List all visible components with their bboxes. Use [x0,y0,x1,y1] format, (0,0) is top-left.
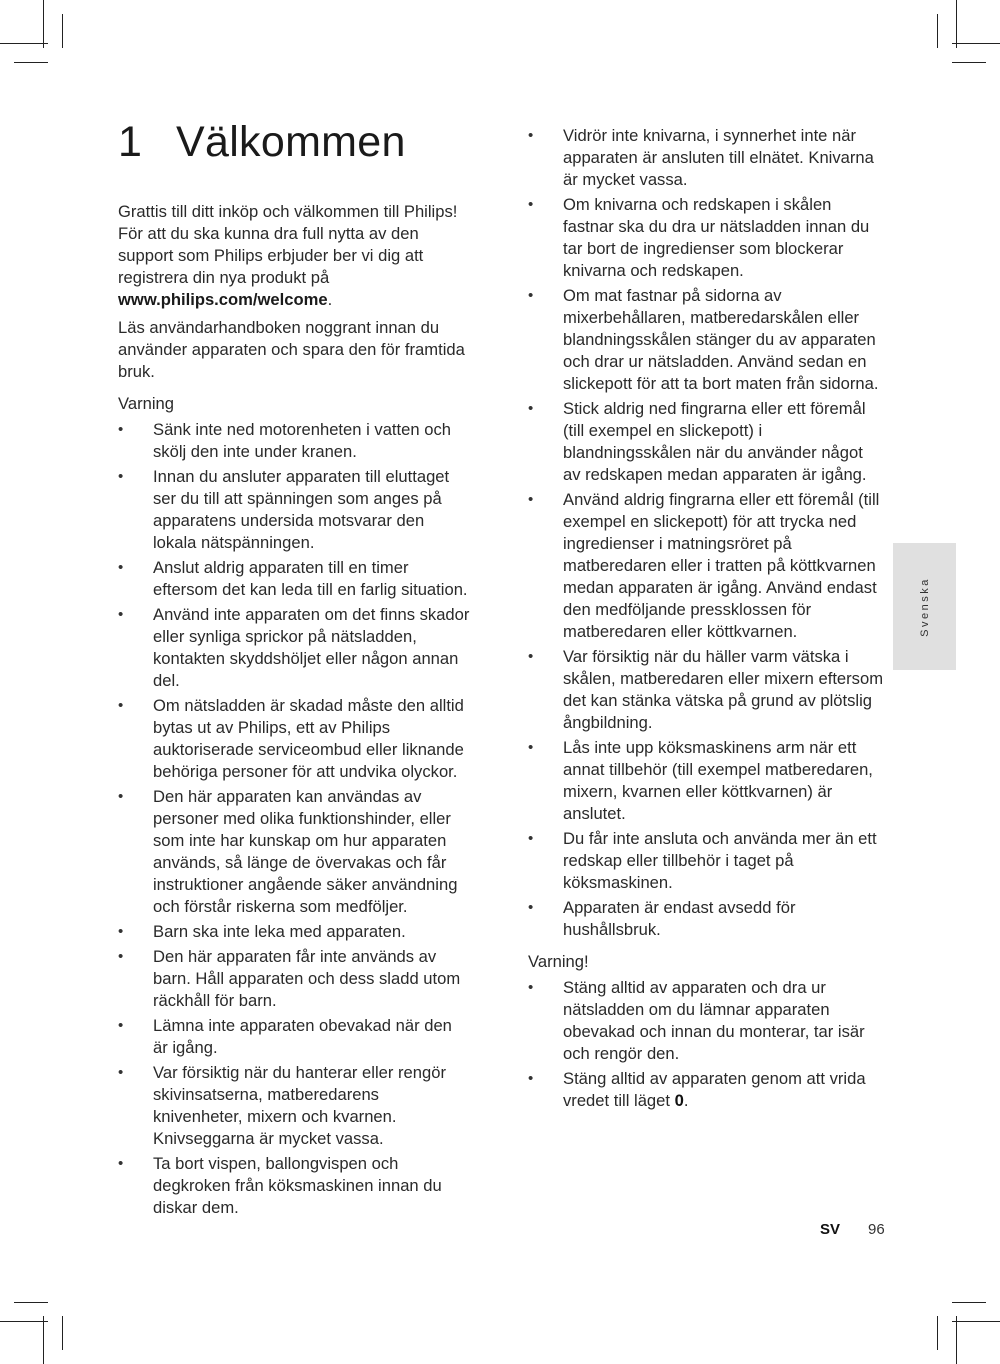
warning-list-continued [528,125,884,941]
list-item: • Stick aldrig ned fingrarna eller ett föremål (till exempel en slickepott) i blandningsskålen när du använder något av redskapen medan apparaten är igång. [528,398,884,486]
list-item: • Använd inte apparaten om det finns skador eller synliga sprickor på nätsladden, kontakten skyddshöljet eller någon annan del. [118,604,470,692]
warning2-list [528,977,884,1112]
list-item: • Anslut aldrig apparaten till en timer eftersom det kan leda till en farlig situation. [118,557,470,601]
list-item: • Vidrör inte knivarna, i synnerhet inte när apparaten är ansluten till elnätet. Knivarna är mycket vassa. [528,125,884,191]
list-item: • Om mat fastnar på sidorna av mixerbehållaren, matberedarskålen eller blandningsskålen stänger du av apparaten och drar ur nätsladden. Använd sedan en slickepott för att ta bort maten från sidorna. [528,285,884,395]
chapter-number: 1 [118,118,143,166]
right-column [528,125,884,1115]
chapter-title: Välkommen [176,118,406,166]
list-item: • Om knivarna och redskapen i skålen fastnar ska du dra ur nätsladden innan du tar bort de ingredienser som blockerar knivarna och redskapen. [528,194,884,282]
list-item: • Innan du ansluter apparaten till eluttaget ser du till att spänningen som anges på apparatens undersida motsvarar den lokala nätspänningen. [118,466,470,554]
list-item: • Den här apparaten får inte används av barn. Håll apparaten och dess sladd utom räckhåll för barn. [118,946,470,1012]
page-number: 96 [868,1221,885,1238]
list-item: • Var försiktig när du hanterar eller rengör skivinsatserna, matberedarens knivenheter, mixern och kvarnen. Knivseggarna är mycket vassa. [118,1062,470,1150]
warning2-heading: Varning! [528,952,589,971]
language-side-tab [893,543,956,670]
page-title [118,118,406,167]
list-item: • Den här apparaten kan användas av personer med olika funktionshinder, eller som inte har kunskap om hur apparaten används, så länge de övervakas och får instruktioner angående säker användning och förstår riskerna som medföljer. [118,786,470,918]
list-item: • Ta bort vispen, ballongvispen och degkroken från köksmaskinen innan du diskar dem. [118,1153,470,1219]
welcome-link[interactable]: www.philips.com/welcome [118,290,328,309]
list-item: • Lämna inte apparaten obevakad när den är igång. [118,1015,470,1059]
list-item: • Använd aldrig fingrarna eller ett föremål (till exempel en slickepott) för att trycka ned ingredienser i matningsröret på matberedaren eller i tratten på köttkvarnen medan apparaten är igång. Använd endast den medföljande pressklossen för matberedaren eller köttkvarnen. [528,489,884,643]
page-footer [820,1221,890,1238]
list-item: • Apparaten är endast avsedd för hushållsbruk. [528,897,884,941]
language-side-tab-label: Svenska [918,576,931,637]
footer-language-code: SV [820,1221,841,1238]
left-column [118,201,470,1222]
list-item: • Om nätsladden är skadad måste den alltid bytas ut av Philips, ett av Philips auktoriserade serviceombud eller liknande behöriga personer för att undvika olyckor. [118,695,470,783]
warning-list [118,419,470,1219]
intro-paragraph: Grattis till ditt inköp och välkommen till Philips! För att du ska kunna dra full nytta av den support som Philips erbjuder ber vi dig att registrera din nya produkt på www.philips.com/welcome. [118,202,458,309]
list-item: • Stäng alltid av apparaten och dra ur nätsladden om du lämnar apparaten obevakad och innan du monterar, tar isär och rengör den. [528,977,884,1065]
list-item: • Barn ska inte leka med apparaten. [118,921,470,943]
read-manual-paragraph: Läs användarhandboken noggrant innan du använder apparaten och spara den för framtida bruk. [118,318,465,381]
list-item: • Du får inte ansluta och använda mer än ett redskap eller tillbehör i taget på köksmaskinen. [528,828,884,894]
list-item: • Lås inte upp köksmaskinens arm när ett annat tillbehör (till exempel matberedaren, mixern, kvarnen eller köttkvarnen) är anslutet. [528,737,884,825]
list-item: • Stäng alltid av apparaten genom att vrida vredet till läget 0. [528,1068,884,1112]
position-zero: 0 [674,1091,684,1110]
list-item: • Var försiktig när du häller varm vätska i skålen, matberedaren eller mixern eftersom det kan stänka vätska på grund av plötslig ångbildning. [528,646,884,734]
warning-heading: Varning [118,394,174,413]
list-item: • Sänk inte ned motorenheten i vatten och skölj den inte under kranen. [118,419,470,463]
